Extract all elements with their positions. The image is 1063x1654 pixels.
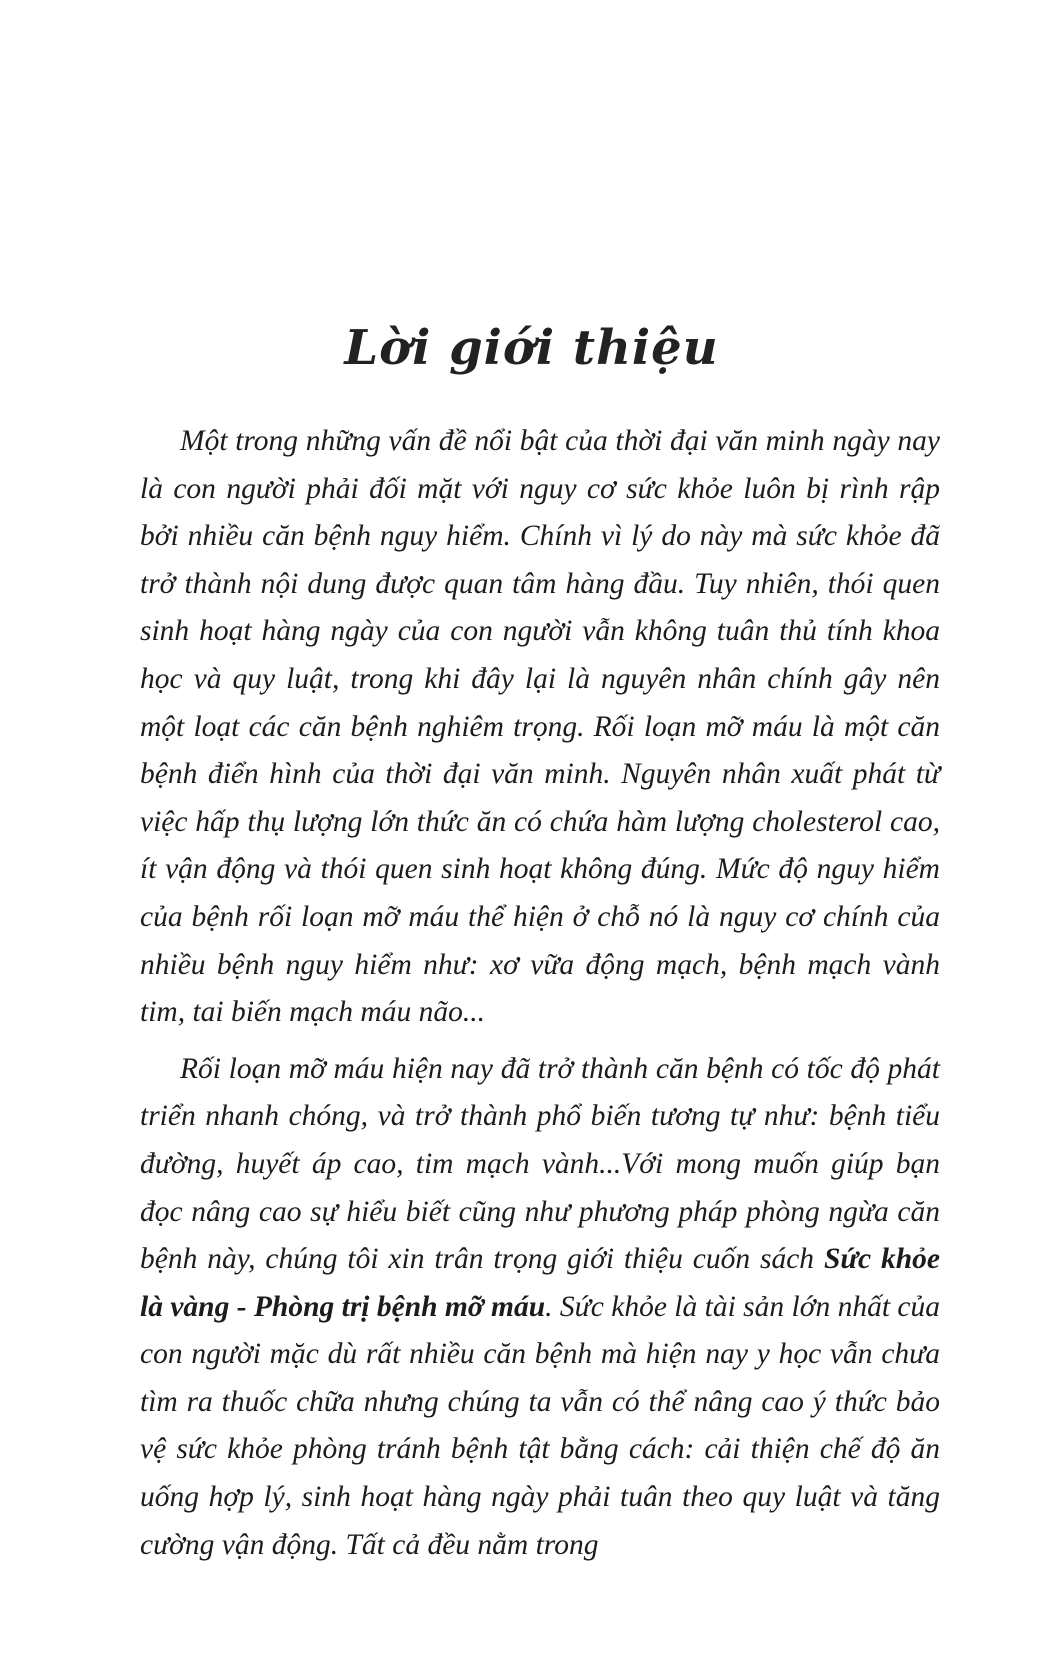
paragraph-book-introduction bbox=[140, 1046, 940, 1570]
body-text bbox=[140, 418, 940, 1569]
paragraph-text-before-title: Rối loạn mỡ máu hiện nay đã trở thành căn bệnh có tốc độ phát triển nhanh chóng, và trở thành phổ biến tương tự như: bệnh tiểu đường, huyết áp cao, tim mạch vành...Với mong muốn giúp bạn đọc nâng cao sự hiểu biết cũng như phương pháp phòng ngừa căn bệnh này, chúng tôi xin trân trọng giới thiệu cuốn sách bbox=[140, 1052, 940, 1276]
page-title: Lời giới thiệu bbox=[344, 320, 719, 377]
book-title: Sức khỏe là vàng - Phòng trị bệnh mỡ máu bbox=[140, 1243, 940, 1323]
paragraph-text-after-title: . Sức khỏe là tài sản lớn nhất của con người mặc dù rất nhiều căn bệnh mà hiện nay y học vẫn chưa tìm ra thuốc chữa nhưng chúng ta vẫn có thể nâng cao ý thức bảo vệ sức khỏe phòng tránh bệnh tật bằng cách: cải thiện chế độ ăn uống hợp lý, sinh hoạt hàng ngày phải tuân theo quy luật và tăng cường vận động. Tất cả đều nằm trong bbox=[140, 1290, 940, 1561]
paragraph-intro: Một trong những vấn đề nổi bật của thời đại văn minh ngày nay là con người phải đối mặt với nguy cơ sức khỏe luôn bị rình rập bởi nhiều căn bệnh nguy hiểm. Chính vì lý do này mà sức khỏe đã trở thành nội dung được quan tâm hàng đầu. Tuy nhiên, thói quen sinh hoạt hàng ngày của con người vẫn không tuân thủ tính khoa học và quy luật, trong khi đây lại là nguyên nhân chính gây nên một loạt các căn bệnh nghiêm trọng. Rối loạn mỡ máu là một căn bệnh điển hình của thời đại văn minh. Nguyên nhân xuất phát từ việc hấp thụ lượng lớn thức ăn có chứa hàm lượng cholesterol cao, ít vận động và thói quen sinh hoạt không đúng. Mức độ nguy hiểm của bệnh rối loạn mỡ máu thể hiện ở chỗ nó là nguy cơ chính của nhiều bệnh nguy hiểm như: xơ vữa động mạch, bệnh mạch vành tim, tai biến mạch máu não... bbox=[140, 425, 940, 1029]
